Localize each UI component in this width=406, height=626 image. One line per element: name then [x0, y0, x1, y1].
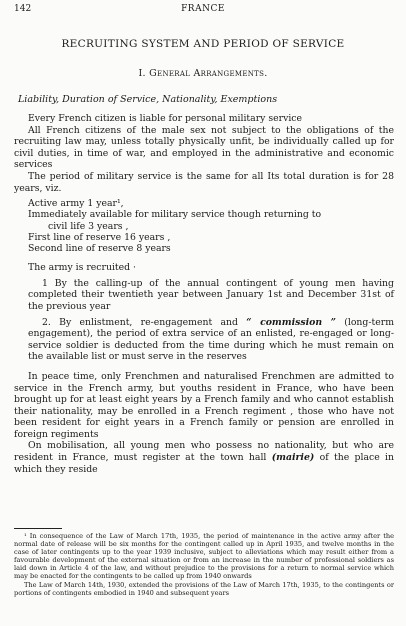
- chapter-title: RECRUITING SYSTEM AND PERIOD OF SERVICE: [61, 38, 345, 50]
- item2-text: 2. By enlistment, re-engagement and: [42, 316, 247, 328]
- page-number: 142: [14, 4, 32, 14]
- paragraph-mobilisation: [14, 440, 394, 475]
- mobilisation-text-cont: of the place in which they reside: [14, 452, 394, 475]
- recruitment-methods: [28, 278, 394, 363]
- list-item: First line of reserve 16 years ,: [28, 231, 171, 243]
- commission-term: “ commission ”: [246, 316, 336, 328]
- paragraph-civil-duties: All French citizens of the male sex not subject to the obligations of the recruiting law may, unless totally physically unfit, be individually called up for civil duties, in time of war, and employed in the administrative and economic services: [14, 124, 394, 171]
- footnote-rule: [14, 528, 62, 529]
- list-item: Second line of reserve 8 years: [28, 242, 171, 254]
- list-item: Active army 1 year¹,: [28, 198, 124, 210]
- item2-text-cont: (long-term engagement), the period of extra service of an enlisted, re-engaged or long-service soldier is deducted from the time during which he must remain on the available list or must serve in the reserves: [28, 316, 395, 363]
- page-header: [14, 4, 392, 16]
- mobilisation-text: On mobilisation, all young men who possess no nationality, but who are resident in France, must register at the town hall: [14, 440, 394, 464]
- section-heading: I. General Arrangements.: [138, 68, 268, 79]
- numbered-item-1: 1 By the calling-up of the annual contingent of young men having completed their twentieth year between January 1st and December 31st of the previous year: [28, 277, 394, 312]
- paragraph-period: The period of military service is the same for all Its total duration is for 28 years, viz.: [14, 170, 394, 194]
- paragraph-liability: Every French citizen is liable for personal military service: [28, 113, 303, 124]
- mairie-term: (mairie): [271, 452, 315, 464]
- paragraph-peace-time: In peace time, only Frenchmen and naturalised Frenchmen are admitted to service in the French army, but youths resident in France, who have been brought up for at least eight years by a French family and who cannot establish their nationality, may be enrolled in a French regiment , those who have not been resident for eight years in a French family or pension are enrolled in foreign regiments: [14, 370, 394, 440]
- list-item: Immediately available for military service though returning to: [28, 209, 322, 221]
- subsection-heading: Liability, Duration of Service, Nationality, Exemptions: [18, 94, 278, 105]
- running-head: FRANCE: [181, 4, 225, 14]
- footnotes: [14, 532, 394, 597]
- footnote-1: ¹ In consequence of the Law of March 17th, 1935, the period of maintenance in the active army after the normal date of release will be six months for the contingent called up in April 1935, and twelve months in the case of later contingents up to the year 1939 inclusive, subject to alleviations which may result either from a favourable development of the external situation or from an increase in the number of professional soldiers as laid down in Article 4 of the law, and without prejudice to the provisions for a return to normal service which may be enacted for the contingents to be called up from 1940 onwards: [14, 532, 394, 581]
- paragraph-recruited-intro: The army is recruited ·: [28, 262, 137, 274]
- numbered-item-2: [28, 317, 394, 363]
- service-duration-list: [28, 198, 394, 254]
- body-text: [14, 113, 394, 475]
- footnote-2: The Law of March 14th, 1930, extended the provisions of the Law of March 17th, 1935, to the contingents or portions of contingents embodied in 1940 and subsequent years: [14, 580, 394, 597]
- list-item-continuation: civil life 3 years ,: [48, 220, 129, 232]
